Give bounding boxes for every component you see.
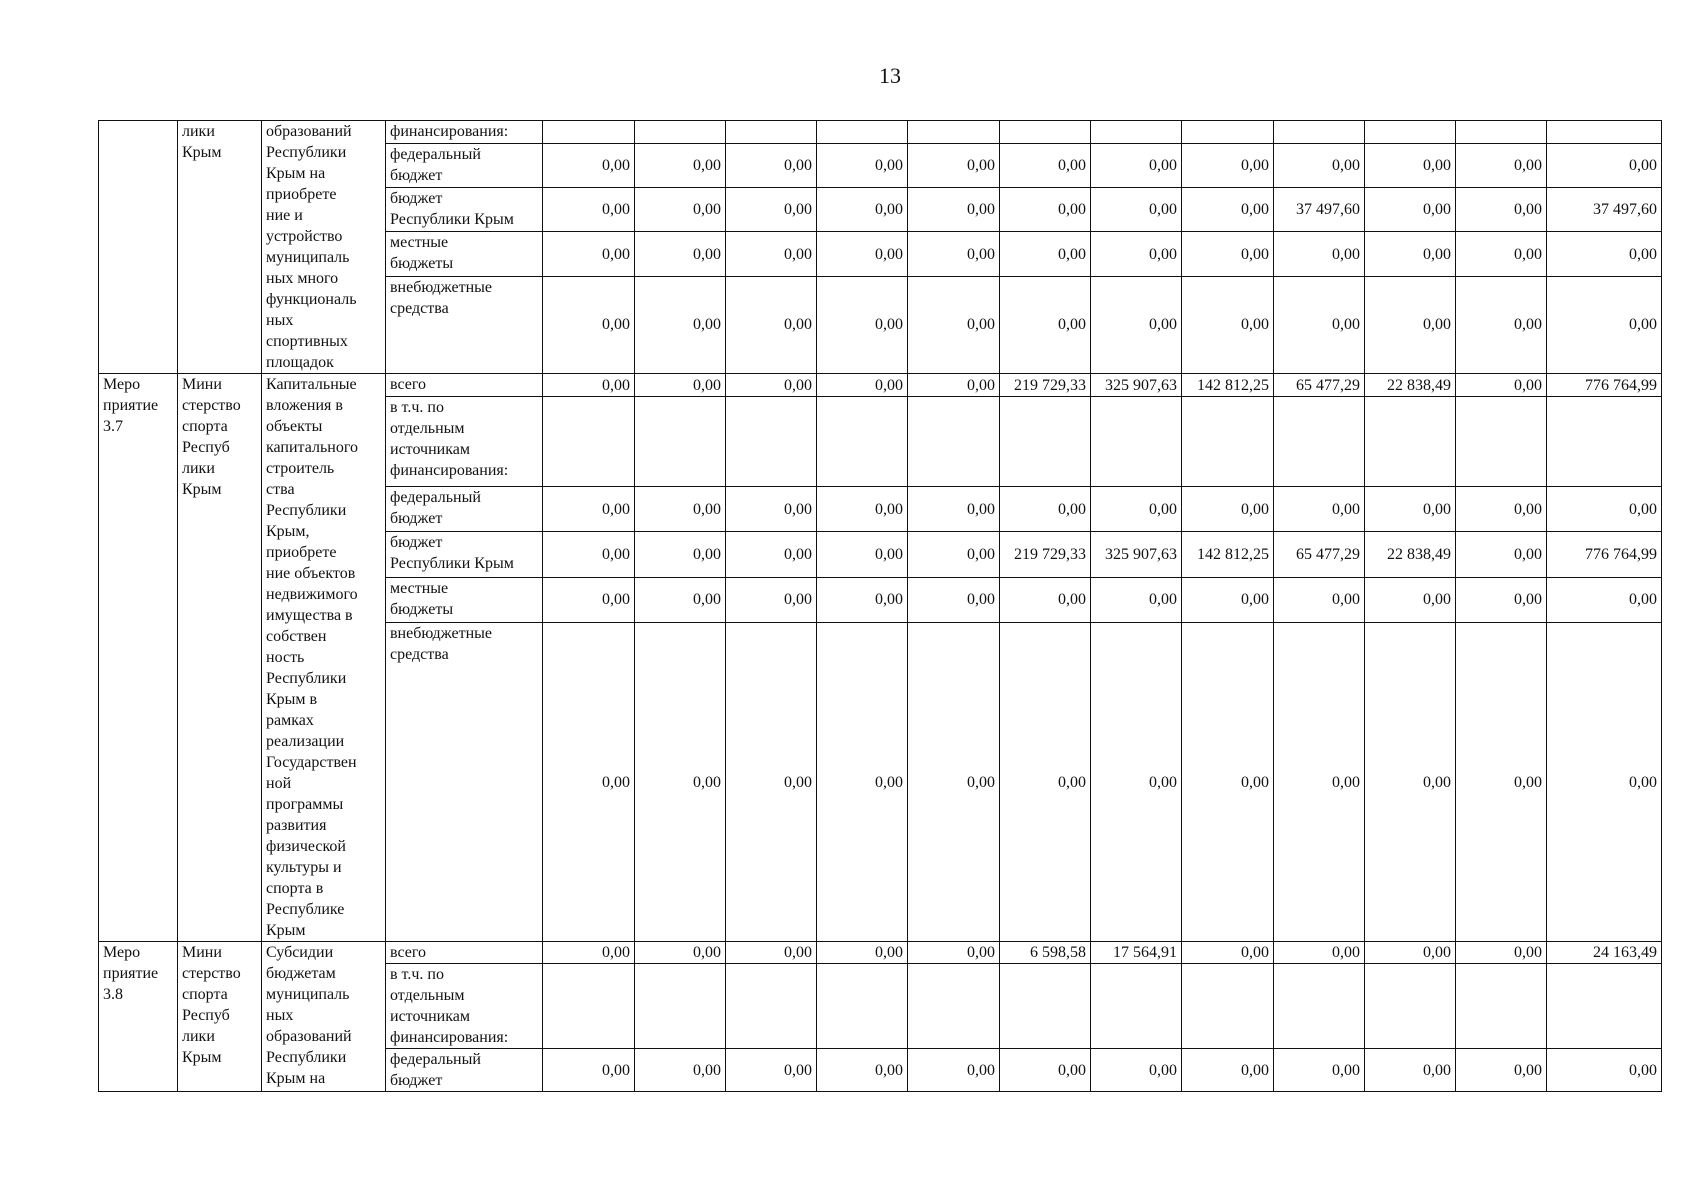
value-cell — [726, 397, 817, 487]
value-cell: 0,00 — [1091, 232, 1182, 276]
value-cell — [1274, 397, 1365, 487]
executor-cell: лики Крым — [178, 121, 262, 374]
value-cell: 0,00 — [908, 532, 1000, 577]
value-cell: 325 907,63 — [1091, 532, 1182, 577]
value-cell: 0,00 — [817, 577, 908, 622]
value-cell: 0,00 — [726, 486, 817, 531]
funding-source-cell: федеральный бюджет — [386, 1049, 543, 1092]
value-cell: 0,00 — [1547, 1049, 1662, 1092]
value-cell — [1365, 964, 1456, 1049]
value-cell: 0,00 — [726, 532, 817, 577]
value-cell: 0,00 — [1091, 1049, 1182, 1092]
value-cell: 0,00 — [1091, 143, 1182, 187]
value-cell — [726, 121, 817, 144]
value-cell: 0,00 — [726, 276, 817, 373]
value-cell: 0,00 — [1365, 942, 1456, 964]
funding-source-cell: федеральный бюджет — [386, 143, 543, 187]
value-cell — [1456, 121, 1547, 144]
value-cell — [817, 397, 908, 487]
value-cell: 0,00 — [1547, 276, 1662, 373]
value-cell: 0,00 — [543, 942, 635, 964]
value-cell: 0,00 — [1182, 486, 1274, 531]
executor-cell: Мини стерство спорта Респуб лики Крым — [178, 942, 262, 1092]
value-cell: 0,00 — [908, 942, 1000, 964]
funding-source-cell: местные бюджеты — [386, 577, 543, 622]
value-cell: 0,00 — [1365, 1049, 1456, 1092]
value-cell: 6 598,58 — [1000, 942, 1091, 964]
value-cell: 17 564,91 — [1091, 942, 1182, 964]
value-cell: 0,00 — [635, 486, 726, 531]
value-cell: 0,00 — [817, 143, 908, 187]
value-cell: 0,00 — [1182, 188, 1274, 232]
value-cell — [635, 397, 726, 487]
value-cell — [1000, 121, 1091, 144]
value-cell: 0,00 — [543, 577, 635, 622]
value-cell — [1182, 121, 1274, 144]
value-cell: 0,00 — [1182, 232, 1274, 276]
value-cell: 0,00 — [543, 623, 635, 942]
value-cell: 0,00 — [635, 232, 726, 276]
value-cell: 0,00 — [1547, 623, 1662, 942]
value-cell: 0,00 — [908, 143, 1000, 187]
value-cell: 0,00 — [817, 1049, 908, 1092]
value-cell: 0,00 — [1274, 577, 1365, 622]
funding-source-cell: в т.ч. по отдельным источникам финансирования: — [386, 964, 543, 1049]
table-row — [99, 942, 1662, 964]
value-cell: 0,00 — [635, 276, 726, 373]
value-cell: 0,00 — [1365, 486, 1456, 531]
value-cell: 0,00 — [908, 232, 1000, 276]
value-cell: 0,00 — [1456, 1049, 1547, 1092]
value-cell — [635, 121, 726, 144]
value-cell: 0,00 — [908, 1049, 1000, 1092]
value-cell — [817, 964, 908, 1049]
value-cell: 0,00 — [543, 532, 635, 577]
value-cell: 776 764,99 — [1547, 532, 1662, 577]
funding-source-cell: бюджет Республики Крым — [386, 188, 543, 232]
value-cell: 0,00 — [817, 623, 908, 942]
value-cell — [1365, 121, 1456, 144]
value-cell: 219 729,33 — [1000, 374, 1091, 397]
funding-source-cell: местные бюджеты — [386, 232, 543, 276]
value-cell: 0,00 — [1182, 623, 1274, 942]
value-cell: 0,00 — [908, 374, 1000, 397]
value-cell: 0,00 — [1456, 276, 1547, 373]
value-cell: 0,00 — [726, 188, 817, 232]
value-cell: 0,00 — [1274, 143, 1365, 187]
value-cell: 0,00 — [1456, 486, 1547, 531]
value-cell — [817, 121, 908, 144]
table-row — [99, 121, 1662, 144]
funding-source-cell: федеральный бюджет — [386, 486, 543, 531]
value-cell: 0,00 — [817, 276, 908, 373]
funding-source-cell: финансирования: — [386, 121, 543, 144]
value-cell — [1091, 397, 1182, 487]
value-cell: 0,00 — [635, 374, 726, 397]
measure-cell: Меро приятие 3.8 — [99, 942, 178, 1092]
value-cell: 0,00 — [1456, 374, 1547, 397]
value-cell — [1274, 121, 1365, 144]
value-cell: 0,00 — [1000, 188, 1091, 232]
value-cell — [543, 121, 635, 144]
value-cell: 65 477,29 — [1274, 532, 1365, 577]
value-cell: 0,00 — [543, 486, 635, 531]
funding-source-cell: всего — [386, 942, 543, 964]
value-cell: 0,00 — [543, 143, 635, 187]
value-cell: 0,00 — [908, 623, 1000, 942]
value-cell: 0,00 — [635, 1049, 726, 1092]
value-cell: 0,00 — [1182, 577, 1274, 622]
value-cell: 0,00 — [1547, 486, 1662, 531]
funding-source-cell: в т.ч. по отдельным источникам финансирования: — [386, 397, 543, 487]
value-cell — [726, 964, 817, 1049]
value-cell: 0,00 — [1274, 486, 1365, 531]
value-cell: 0,00 — [1000, 486, 1091, 531]
value-cell: 0,00 — [817, 374, 908, 397]
value-cell: 776 764,99 — [1547, 374, 1662, 397]
value-cell: 0,00 — [1000, 577, 1091, 622]
value-cell: 37 497,60 — [1547, 188, 1662, 232]
value-cell: 0,00 — [1182, 276, 1274, 373]
value-cell: 0,00 — [1182, 143, 1274, 187]
value-cell — [543, 397, 635, 487]
value-cell — [1456, 964, 1547, 1049]
value-cell: 0,00 — [817, 532, 908, 577]
value-cell: 0,00 — [1000, 232, 1091, 276]
value-cell: 142 812,25 — [1182, 532, 1274, 577]
value-cell: 219 729,33 — [1000, 532, 1091, 577]
page-number: 13 — [879, 63, 901, 88]
value-cell: 22 838,49 — [1365, 374, 1456, 397]
value-cell: 0,00 — [1000, 623, 1091, 942]
funding-source-cell: внебюджетные средства — [386, 623, 543, 942]
value-cell: 0,00 — [908, 577, 1000, 622]
value-cell — [1000, 964, 1091, 1049]
value-cell: 0,00 — [908, 486, 1000, 531]
value-cell: 0,00 — [1091, 188, 1182, 232]
table-row — [99, 374, 1662, 397]
funding-source-cell: бюджет Республики Крым — [386, 532, 543, 577]
value-cell: 0,00 — [543, 374, 635, 397]
value-cell: 0,00 — [635, 623, 726, 942]
value-cell: 0,00 — [543, 1049, 635, 1092]
value-cell — [908, 397, 1000, 487]
value-cell: 0,00 — [1547, 143, 1662, 187]
value-cell — [1456, 397, 1547, 487]
measure-cell: Меро приятие 3.7 — [99, 374, 178, 942]
value-cell: 0,00 — [1456, 188, 1547, 232]
value-cell: 0,00 — [635, 188, 726, 232]
value-cell: 0,00 — [1274, 276, 1365, 373]
value-cell: 37 497,60 — [1274, 188, 1365, 232]
description-cell: образований Республики Крым на приобрете ние и устройство муниципаль ных много функциональ ных спортивных площадок — [262, 121, 386, 374]
value-cell — [1274, 964, 1365, 1049]
funding-source-cell: всего — [386, 374, 543, 397]
executor-cell: Мини стерство спорта Респуб лики Крым — [178, 374, 262, 942]
description-cell: Субсидии бюджетам муниципаль ных образований Республики Крым на — [262, 942, 386, 1092]
value-cell: 0,00 — [726, 623, 817, 942]
value-cell: 0,00 — [1456, 577, 1547, 622]
value-cell: 0,00 — [817, 232, 908, 276]
value-cell: 0,00 — [726, 143, 817, 187]
value-cell: 0,00 — [1456, 942, 1547, 964]
value-cell — [1547, 121, 1662, 144]
value-cell — [908, 121, 1000, 144]
value-cell: 0,00 — [1365, 232, 1456, 276]
value-cell: 0,00 — [1091, 577, 1182, 622]
value-cell: 0,00 — [1274, 623, 1365, 942]
value-cell: 0,00 — [1365, 577, 1456, 622]
value-cell: 0,00 — [1274, 232, 1365, 276]
value-cell: 0,00 — [543, 188, 635, 232]
value-cell: 0,00 — [543, 276, 635, 373]
value-cell: 0,00 — [817, 486, 908, 531]
value-cell: 0,00 — [1274, 942, 1365, 964]
value-cell — [1182, 964, 1274, 1049]
value-cell: 0,00 — [817, 188, 908, 232]
value-cell: 0,00 — [817, 942, 908, 964]
value-cell: 0,00 — [1182, 1049, 1274, 1092]
value-cell — [908, 964, 1000, 1049]
value-cell — [1182, 397, 1274, 487]
value-cell — [1365, 397, 1456, 487]
value-cell: 0,00 — [1365, 276, 1456, 373]
value-cell — [635, 964, 726, 1049]
value-cell — [1547, 964, 1662, 1049]
value-cell: 0,00 — [1182, 942, 1274, 964]
value-cell: 0,00 — [635, 942, 726, 964]
value-cell: 22 838,49 — [1365, 532, 1456, 577]
value-cell: 0,00 — [1456, 532, 1547, 577]
value-cell: 0,00 — [1091, 486, 1182, 531]
value-cell — [1091, 964, 1182, 1049]
value-cell: 0,00 — [1274, 1049, 1365, 1092]
value-cell: 0,00 — [635, 143, 726, 187]
value-cell: 0,00 — [1091, 276, 1182, 373]
value-cell: 0,00 — [1547, 577, 1662, 622]
value-cell — [543, 964, 635, 1049]
value-cell: 0,00 — [726, 232, 817, 276]
value-cell: 24 163,49 — [1547, 942, 1662, 964]
value-cell: 0,00 — [635, 577, 726, 622]
value-cell — [1091, 121, 1182, 144]
value-cell: 0,00 — [1000, 1049, 1091, 1092]
value-cell: 0,00 — [908, 276, 1000, 373]
value-cell: 142 812,25 — [1182, 374, 1274, 397]
value-cell: 0,00 — [726, 577, 817, 622]
budget-table — [98, 120, 1662, 1092]
value-cell: 0,00 — [635, 532, 726, 577]
value-cell: 0,00 — [726, 1049, 817, 1092]
value-cell: 0,00 — [1456, 143, 1547, 187]
value-cell: 0,00 — [1000, 276, 1091, 373]
value-cell: 325 907,63 — [1091, 374, 1182, 397]
funding-source-cell: внебюджетные средства — [386, 276, 543, 373]
description-cell: Капитальные вложения в объекты капитального строитель ства Республики Крым, приобрете ние объектов недвижимого имущества в собствен ность Республики Крым в рамках реализации Государствен ной программы развития физической культуры и спорта в Республике Крым — [262, 374, 386, 942]
measure-cell — [99, 121, 178, 374]
value-cell: 0,00 — [1365, 188, 1456, 232]
value-cell: 0,00 — [1456, 232, 1547, 276]
value-cell — [1547, 397, 1662, 487]
value-cell: 0,00 — [543, 232, 635, 276]
value-cell: 0,00 — [1000, 143, 1091, 187]
value-cell: 0,00 — [1456, 623, 1547, 942]
value-cell: 65 477,29 — [1274, 374, 1365, 397]
value-cell: 0,00 — [1365, 143, 1456, 187]
value-cell: 0,00 — [908, 188, 1000, 232]
value-cell: 0,00 — [1365, 623, 1456, 942]
value-cell: 0,00 — [726, 374, 817, 397]
value-cell — [1000, 397, 1091, 487]
value-cell: 0,00 — [1091, 623, 1182, 942]
value-cell: 0,00 — [726, 942, 817, 964]
value-cell: 0,00 — [1547, 232, 1662, 276]
